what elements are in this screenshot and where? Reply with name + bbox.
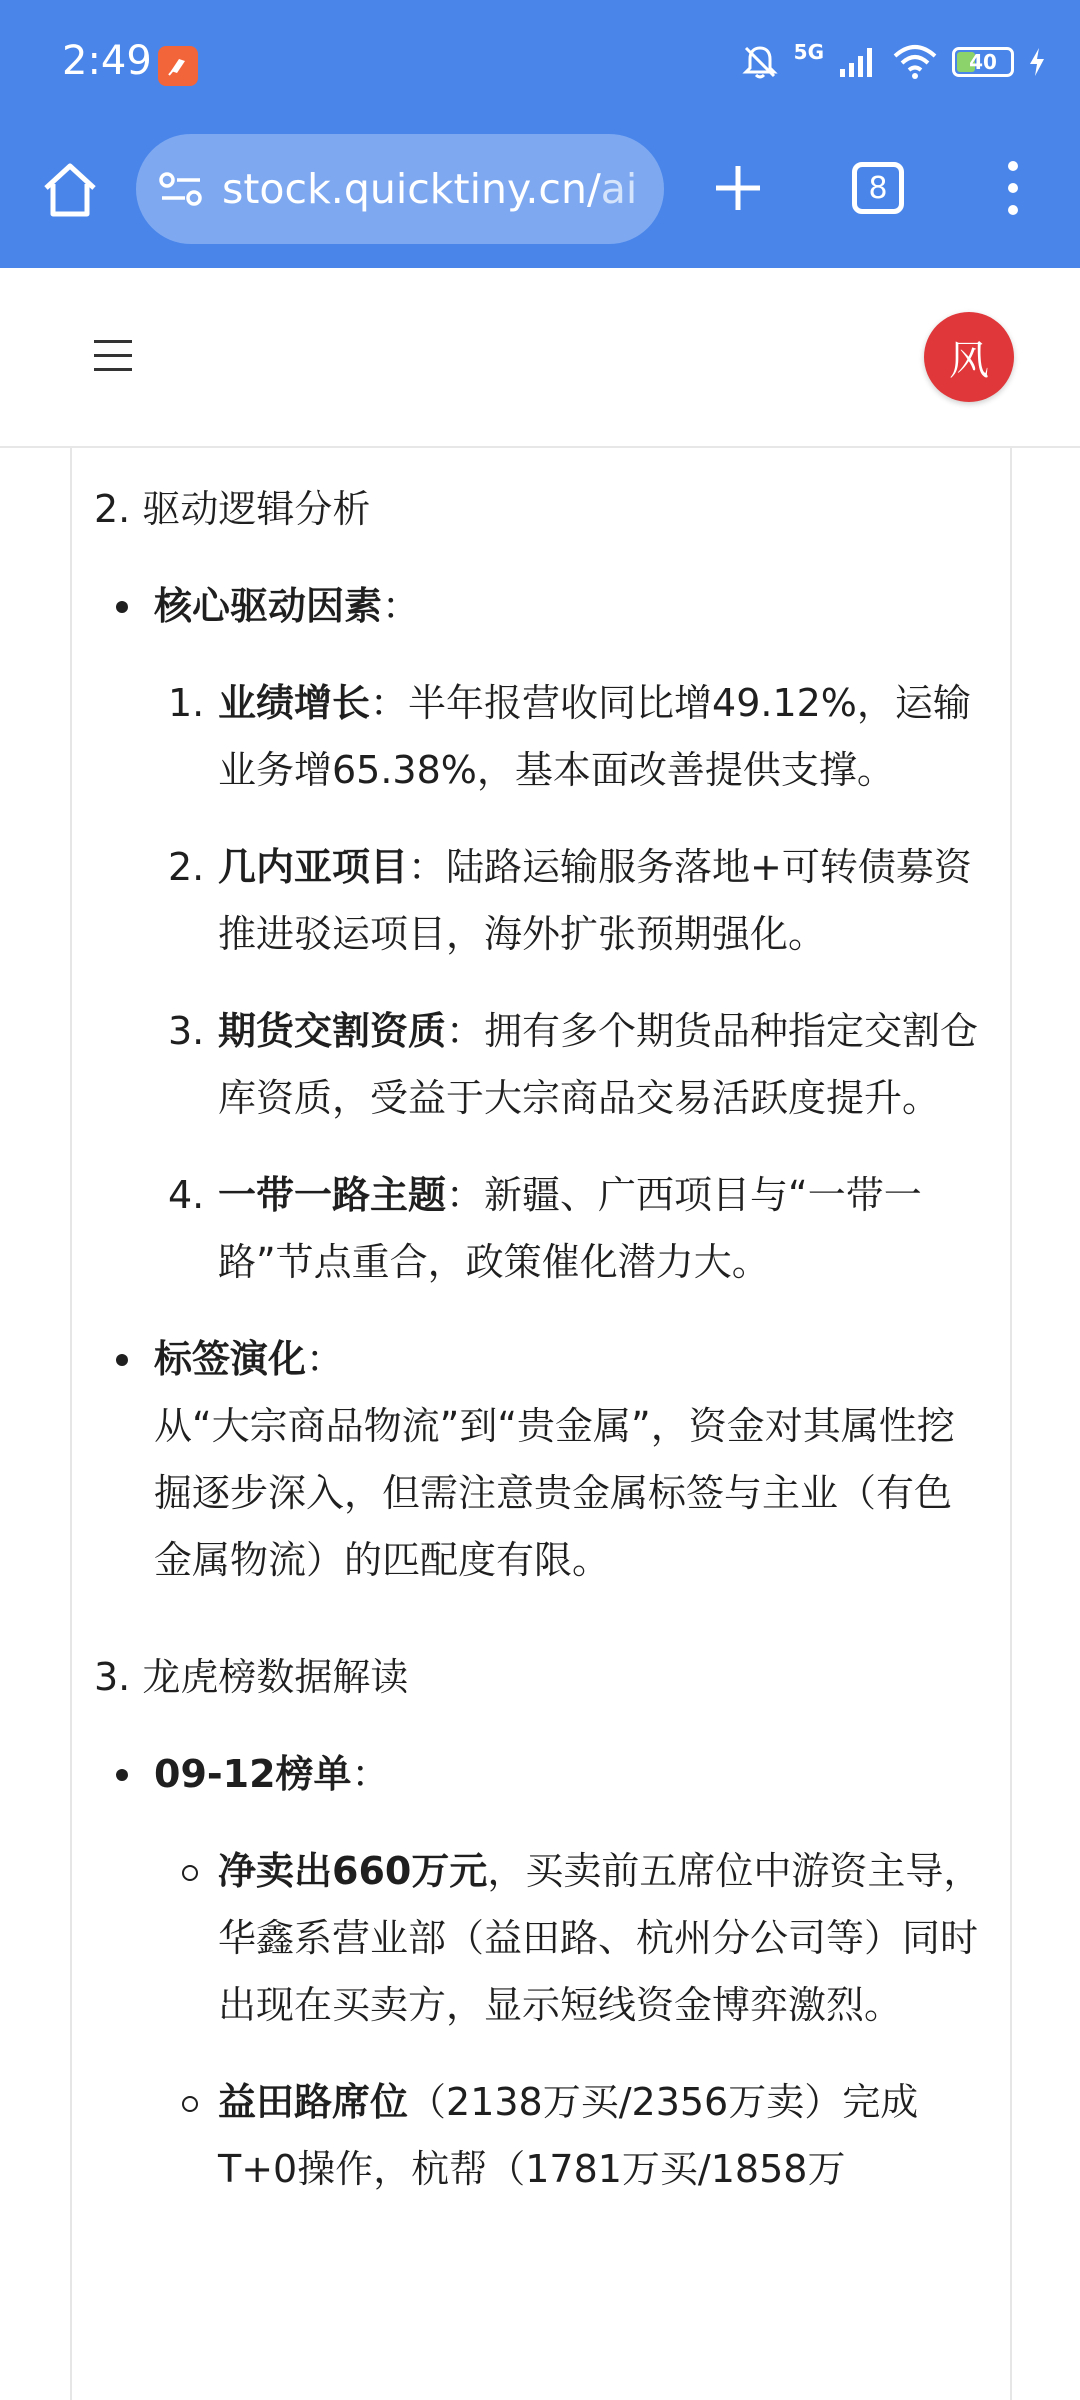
bullet-text: 从“大宗商品物流”到“贵金属”，资金对其属性挖掘逐步深入，但需注意贵金属标签与主业（有色金属物流）的匹配度有限。 [154,1404,955,1582]
item-title: 业绩增长 [218,681,371,725]
menu-icon[interactable] [94,340,132,372]
list-item [94,670,984,804]
battery-level: 40 [969,50,997,74]
list-item [94,834,984,968]
bullet-list-0912 [94,1741,984,1808]
bullet-label: 标签演化 [154,1337,307,1381]
item-text: ，买卖前五席位中游资主导，华鑫系营业部（益田路、杭州分公司等）同时出现在买卖方，显示短线资金博弈激烈。 [218,1849,982,2027]
item-text: ：新疆、广西项目与“一带一路”节点重合，政策催化潜力大。 [218,1173,922,1284]
section-heading-dragon-tiger: 3. 龙虎榜数据解读 [94,1655,409,1699]
url-path: ai [600,165,638,213]
item-text: ：陆路运输服务落地+可转债募资推进驳运项目，海外扩张预期强化。 [218,845,972,956]
item-title: 几内亚项目 [218,845,409,889]
section-heading-drivers: 2. 驱动逻辑分析 [94,487,371,531]
url-text [222,165,637,213]
article-content [94,476,984,2203]
url-host: stock.quicktiny.cn/ [222,165,601,213]
item-text: （2138万买/2356万卖）完成T+0操作，杭帮（1781万买/1858万 [218,2080,919,2191]
bullet-label: 核心驱动因素 [154,584,383,628]
app-notification-icon [158,46,198,86]
list-item [94,1838,984,2039]
item-title: 净卖出660万元 [218,1849,488,1893]
mute-bell-icon [740,42,780,82]
status-bar [0,0,1080,130]
content-card [70,448,1012,2400]
browser-chrome [0,0,1080,268]
item-number: 2. [168,845,205,889]
avatar-text: 风 [949,337,989,384]
colon: ： [306,1337,345,1381]
home-icon[interactable] [38,158,102,222]
site-info-icon[interactable] [158,169,204,209]
item-number: 4. [168,1173,205,1217]
list-item [94,2069,984,2203]
colon: ： [351,1752,390,1796]
item-title: 一带一路主题 [218,1173,447,1217]
url-bar [0,130,1080,268]
item-title: 期货交割资质 [218,1009,447,1053]
item-number: 1. [168,681,205,725]
site-header [0,268,1080,448]
status-icons [740,42,1046,82]
list-item [94,998,984,1132]
list-item [94,1162,984,1296]
wifi-icon [892,44,938,80]
bullet-core-drivers [94,573,984,640]
network-type: 5G [793,40,824,64]
item-text: ：拥有多个期货品种指定交割仓库资质，受益于大宗商品交易活跃度提升。 [218,1009,979,1120]
bullet-label: 09-12榜单 [154,1752,352,1796]
tab-switcher-icon[interactable] [852,162,904,214]
status-time: 2:49 [62,38,152,84]
address-field[interactable] [136,134,664,244]
new-tab-icon[interactable] [708,158,768,218]
tab-count: 8 [868,170,888,206]
item-number: 3. [168,1009,205,1053]
bullet-tag-evolution [94,1326,984,1594]
item-text: ：半年报营收同比增49.12%，运输业务增65.38%，基本面改善提供支撑。 [218,681,971,792]
signal-icon [838,45,878,79]
more-menu-icon[interactable] [1000,158,1026,218]
item-title: 益田路席位 [218,2080,409,2124]
avatar[interactable] [924,312,1014,402]
battery-icon [952,47,1014,77]
colon: ： [382,584,421,628]
charging-icon [1028,47,1046,77]
